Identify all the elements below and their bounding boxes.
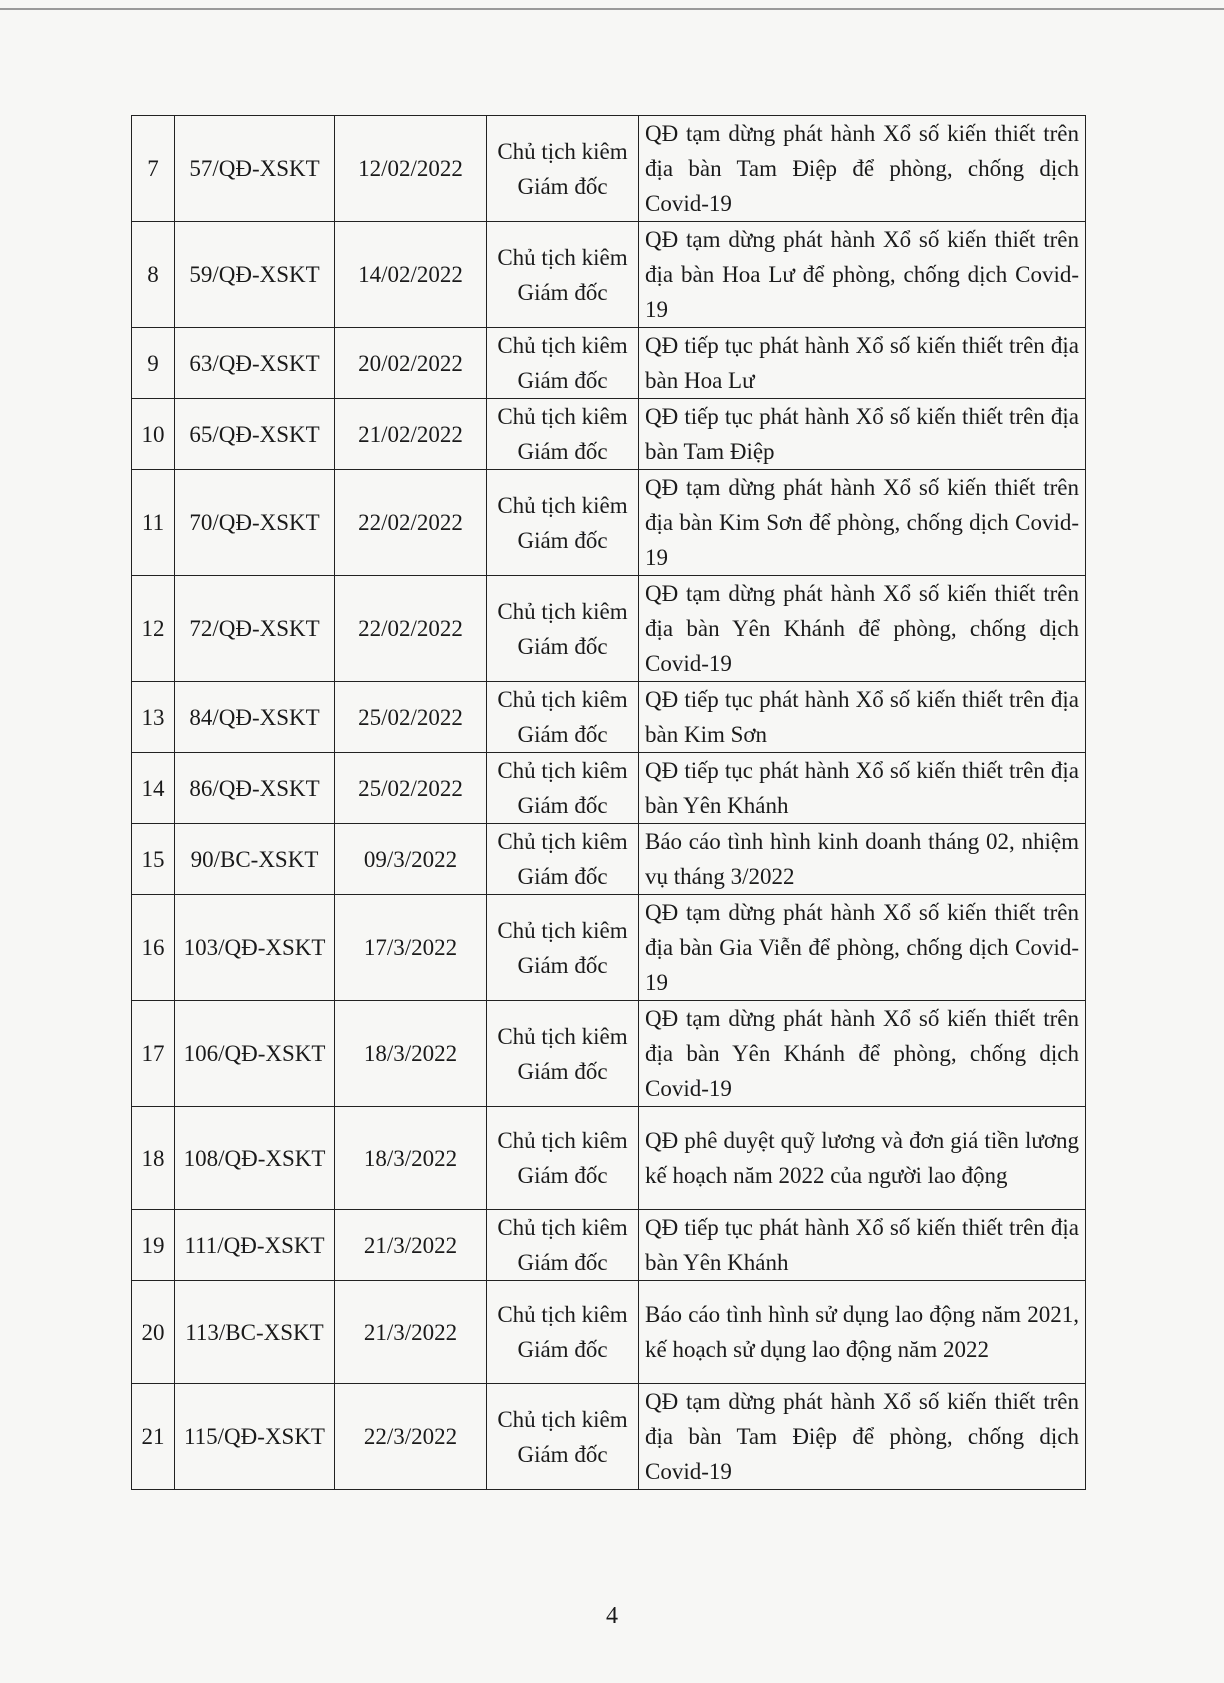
- signing-authority: Chủ tịch kiêm Giám đốc: [487, 1107, 639, 1210]
- document-content: QĐ tiếp tục phát hành Xổ số kiến thiết trên địa bàn Yên Khánh: [639, 753, 1086, 824]
- signing-authority: Chủ tịch kiêm Giám đốc: [487, 1001, 639, 1107]
- table-row: [132, 895, 1086, 1001]
- signing-authority: Chủ tịch kiêm Giám đốc: [487, 895, 639, 1001]
- signing-authority: Chủ tịch kiêm Giám đốc: [487, 682, 639, 753]
- document-content: QĐ tiếp tục phát hành Xổ số kiến thiết trên địa bàn Kim Sơn: [639, 682, 1086, 753]
- document-content: QĐ phê duyệt quỹ lương và đơn giá tiền lương kế hoạch năm 2022 của người lao động: [639, 1107, 1086, 1210]
- document-number: 72/QĐ-XSKT: [175, 576, 335, 682]
- table-row: [132, 328, 1086, 399]
- signing-authority: Chủ tịch kiêm Giám đốc: [487, 1210, 639, 1281]
- document-number: 63/QĐ-XSKT: [175, 328, 335, 399]
- document-number: 113/BC-XSKT: [175, 1281, 335, 1384]
- document-number: 70/QĐ-XSKT: [175, 470, 335, 576]
- document-date: 22/02/2022: [335, 470, 487, 576]
- document-date: 25/02/2022: [335, 753, 487, 824]
- document-number: 115/QĐ-XSKT: [175, 1384, 335, 1490]
- signing-authority: Chủ tịch kiêm Giám đốc: [487, 399, 639, 470]
- signing-authority: Chủ tịch kiêm Giám đốc: [487, 1384, 639, 1490]
- row-index: 18: [132, 1107, 175, 1210]
- table-row: [132, 1384, 1086, 1490]
- document-number: 90/BC-XSKT: [175, 824, 335, 895]
- document-content: QĐ tiếp tục phát hành Xổ số kiến thiết trên địa bàn Hoa Lư: [639, 328, 1086, 399]
- table-row: [132, 1210, 1086, 1281]
- document-content: QĐ tạm dừng phát hành Xổ số kiến thiết trên địa bàn Yên Khánh để phòng, chống dịch Covid-19: [639, 576, 1086, 682]
- documents-table: [131, 115, 1086, 1490]
- document-content: Báo cáo tình hình sử dụng lao động năm 2021, kế hoạch sử dụng lao động năm 2022: [639, 1281, 1086, 1384]
- table-row: [132, 116, 1086, 222]
- document-content: Báo cáo tình hình kinh doanh tháng 02, nhiệm vụ tháng 3/2022: [639, 824, 1086, 895]
- document-number: 86/QĐ-XSKT: [175, 753, 335, 824]
- signing-authority: Chủ tịch kiêm Giám đốc: [487, 824, 639, 895]
- document-number: 65/QĐ-XSKT: [175, 399, 335, 470]
- row-index: 20: [132, 1281, 175, 1384]
- table-row: [132, 1107, 1086, 1210]
- document-date: 22/3/2022: [335, 1384, 487, 1490]
- document-number: 103/QĐ-XSKT: [175, 895, 335, 1001]
- document-number: 111/QĐ-XSKT: [175, 1210, 335, 1281]
- row-index: 17: [132, 1001, 175, 1107]
- signing-authority: Chủ tịch kiêm Giám đốc: [487, 576, 639, 682]
- document-number: 59/QĐ-XSKT: [175, 222, 335, 328]
- table-row: [132, 753, 1086, 824]
- document-content: QĐ tạm dừng phát hành Xổ số kiến thiết trên địa bàn Kim Sơn để phòng, chống dịch Covid-19: [639, 470, 1086, 576]
- document-content: QĐ tạm dừng phát hành Xổ số kiến thiết trên địa bàn Gia Viễn để phòng, chống dịch Covid-19: [639, 895, 1086, 1001]
- document-date: 14/02/2022: [335, 222, 487, 328]
- table-row: [132, 470, 1086, 576]
- document-content: QĐ tiếp tục phát hành Xổ số kiến thiết trên địa bàn Yên Khánh: [639, 1210, 1086, 1281]
- row-index: 21: [132, 1384, 175, 1490]
- document-date: 17/3/2022: [335, 895, 487, 1001]
- table-body: [132, 116, 1086, 1490]
- row-index: 12: [132, 576, 175, 682]
- row-index: 13: [132, 682, 175, 753]
- table-row: [132, 576, 1086, 682]
- document-content: QĐ tạm dừng phát hành Xổ số kiến thiết trên địa bàn Yên Khánh để phòng, chống dịch Covid-19: [639, 1001, 1086, 1107]
- row-index: 19: [132, 1210, 175, 1281]
- row-index: 9: [132, 328, 175, 399]
- signing-authority: Chủ tịch kiêm Giám đốc: [487, 470, 639, 576]
- document-date: 21/02/2022: [335, 399, 487, 470]
- document-content: QĐ tạm dừng phát hành Xổ số kiến thiết trên địa bàn Hoa Lư để phòng, chống dịch Covid-19: [639, 222, 1086, 328]
- document-content: QĐ tiếp tục phát hành Xổ số kiến thiết trên địa bàn Tam Điệp: [639, 399, 1086, 470]
- table-row: [132, 824, 1086, 895]
- table-row: [132, 1001, 1086, 1107]
- table-row: [132, 682, 1086, 753]
- page-number: 4: [606, 1603, 618, 1629]
- document-date: 18/3/2022: [335, 1107, 487, 1210]
- document-date: 21/3/2022: [335, 1281, 487, 1384]
- document-date: 09/3/2022: [335, 824, 487, 895]
- row-index: 10: [132, 399, 175, 470]
- document-date: 18/3/2022: [335, 1001, 487, 1107]
- document-content: QĐ tạm dừng phát hành Xổ số kiến thiết trên địa bàn Tam Điệp để phòng, chống dịch Covid-19: [639, 116, 1086, 222]
- row-index: 11: [132, 470, 175, 576]
- table-row: [132, 222, 1086, 328]
- row-index: 14: [132, 753, 175, 824]
- table-row: [132, 399, 1086, 470]
- row-index: 16: [132, 895, 175, 1001]
- document-number: 57/QĐ-XSKT: [175, 116, 335, 222]
- signing-authority: Chủ tịch kiêm Giám đốc: [487, 116, 639, 222]
- document-number: 84/QĐ-XSKT: [175, 682, 335, 753]
- document-number: 108/QĐ-XSKT: [175, 1107, 335, 1210]
- signing-authority: Chủ tịch kiêm Giám đốc: [487, 753, 639, 824]
- row-index: 8: [132, 222, 175, 328]
- table-row: [132, 1281, 1086, 1384]
- document-date: 22/02/2022: [335, 576, 487, 682]
- document-date: 21/3/2022: [335, 1210, 487, 1281]
- scan-edge-line: [0, 8, 1224, 10]
- document-number: 106/QĐ-XSKT: [175, 1001, 335, 1107]
- document-content: QĐ tạm dừng phát hành Xổ số kiến thiết trên địa bàn Tam Điệp để phòng, chống dịch Covid-19: [639, 1384, 1086, 1490]
- document-date: 20/02/2022: [335, 328, 487, 399]
- signing-authority: Chủ tịch kiêm Giám đốc: [487, 222, 639, 328]
- signing-authority: Chủ tịch kiêm Giám đốc: [487, 1281, 639, 1384]
- row-index: 7: [132, 116, 175, 222]
- document-date: 25/02/2022: [335, 682, 487, 753]
- signing-authority: Chủ tịch kiêm Giám đốc: [487, 328, 639, 399]
- row-index: 15: [132, 824, 175, 895]
- document-date: 12/02/2022: [335, 116, 487, 222]
